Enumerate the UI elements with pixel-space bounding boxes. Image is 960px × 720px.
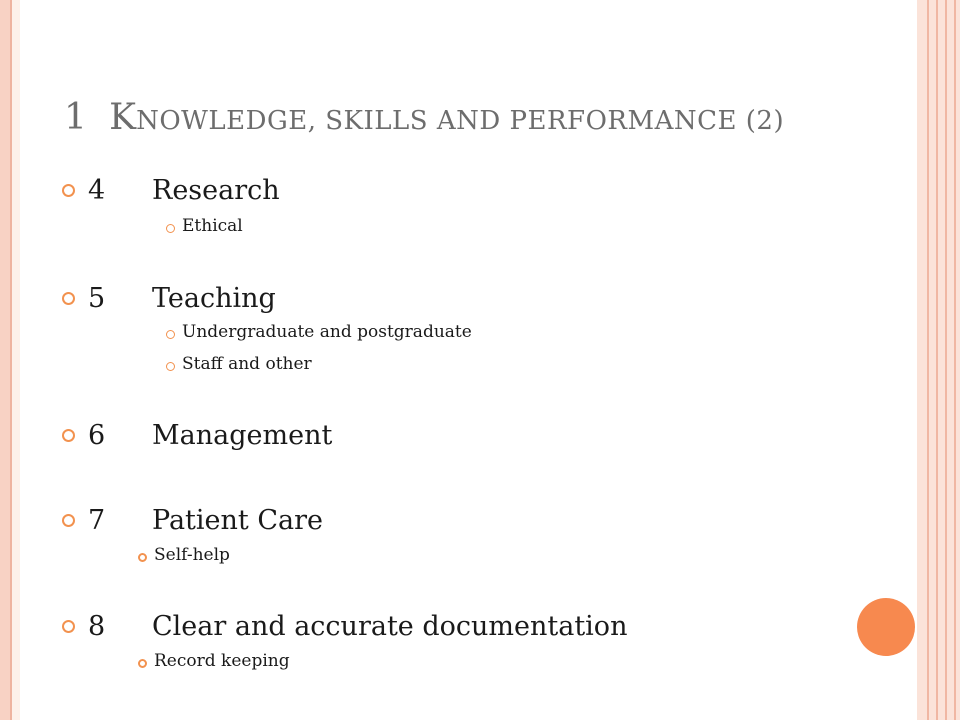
item-number: 4 <box>88 175 106 206</box>
slide-title <box>64 97 785 138</box>
item-number: 8 <box>88 611 106 642</box>
sub-bullet-icon <box>138 553 147 562</box>
sub-bullet-icon <box>166 362 175 371</box>
item-number: 5 <box>88 283 106 314</box>
accent-circle-decoration <box>857 598 915 656</box>
bullet-icon <box>62 184 75 197</box>
sub-item-undergraduate: Undergraduate and postgraduate <box>182 322 472 342</box>
sub-item-staff: Staff and other <box>182 354 312 374</box>
right-frame-decoration <box>917 0 960 720</box>
item-label: Teaching <box>152 283 276 314</box>
left-frame-decoration <box>0 0 12 720</box>
sub-item-ethical: Ethical <box>182 216 243 236</box>
bullet-icon <box>62 514 75 527</box>
item-label: Patient Care <box>152 505 323 536</box>
item-label: Research <box>152 175 280 206</box>
item-number: 7 <box>88 505 106 536</box>
sub-bullet-icon <box>138 659 147 668</box>
bullet-icon <box>62 292 75 305</box>
sub-bullet-icon <box>166 330 175 339</box>
title-number: 1 <box>64 97 87 138</box>
title-initial: K <box>109 97 137 138</box>
sub-item-record-keeping: Record keeping <box>154 651 290 671</box>
bullet-icon <box>62 620 75 633</box>
item-label: Clear and accurate documentation <box>152 611 628 642</box>
item-number: 6 <box>88 420 106 451</box>
sub-bullet-icon <box>166 224 175 233</box>
title-rest: NOWLEDGE, SKILLS AND PERFORMANCE (2) <box>136 106 785 136</box>
bullet-icon <box>62 429 75 442</box>
sub-item-self-help: Self-help <box>154 545 230 565</box>
item-label: Management <box>152 420 333 451</box>
